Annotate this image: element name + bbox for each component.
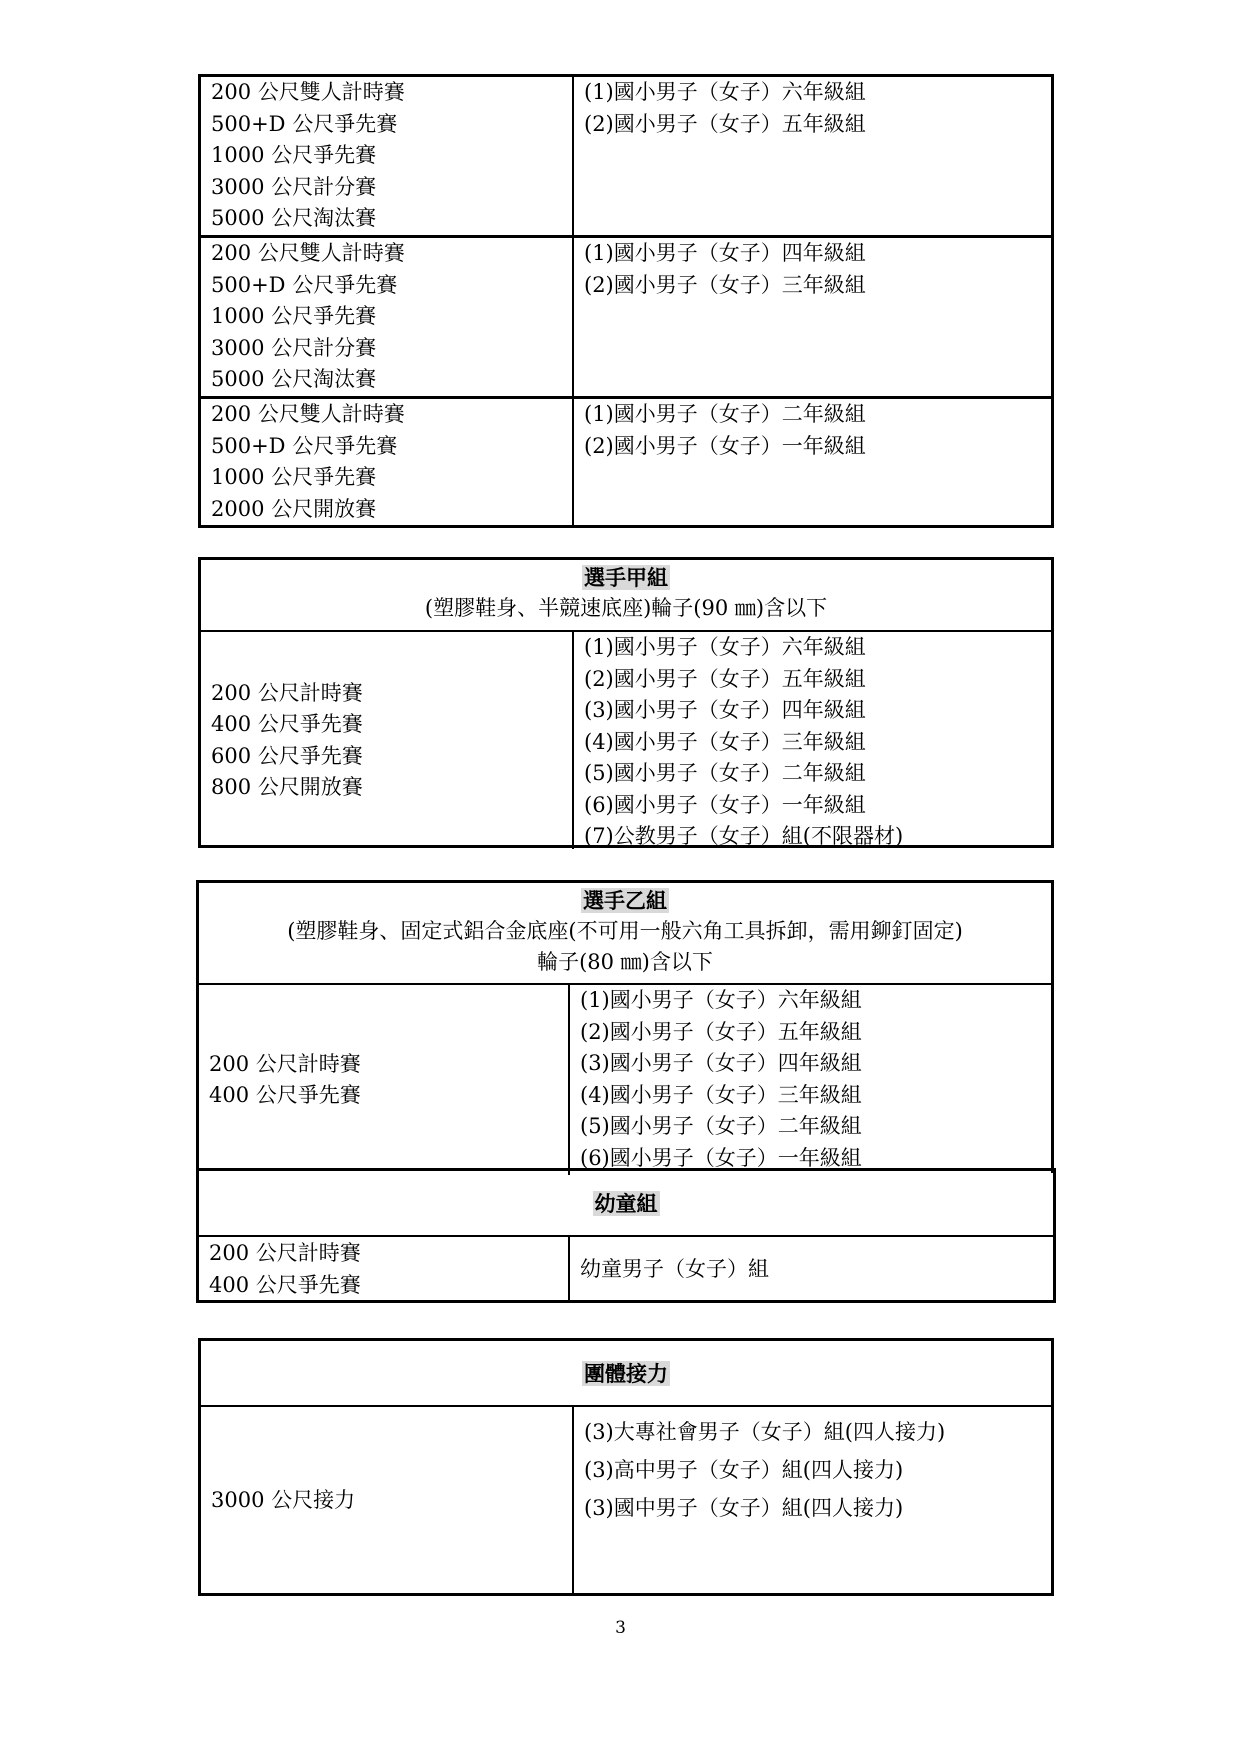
event-item: 500+D 公尺爭先賽 (211, 433, 398, 458)
event-item: 1000 公尺爭先賽 (211, 143, 377, 167)
events-cell (199, 1237, 570, 1302)
groups-cell (574, 238, 1051, 396)
group-item: (5)國小男子（女子）二年級組 (580, 1114, 862, 1138)
relay-table (198, 1338, 1054, 1596)
table-header (201, 560, 1051, 632)
event-item: 1000 公尺爭先賽 (211, 465, 377, 489)
groups-cell (570, 985, 1051, 1175)
event-item: 3000 公尺計分賽 (211, 335, 377, 360)
group-item: (1)國小男子（女子）六年級組 (584, 80, 866, 104)
groups-cell (574, 632, 1051, 849)
division-title: 幼童組 (594, 1190, 658, 1216)
kids-table (196, 1168, 1056, 1303)
division-subtitle: 輪子(80 ㎜)含以下 (537, 950, 713, 974)
event-item: 200 公尺雙人計時賽 (211, 402, 405, 426)
event-item: 200 公尺計時賽 (209, 1241, 361, 1265)
page-number: 3 (615, 1618, 626, 1638)
events-table-primary (198, 74, 1054, 528)
events-cell (201, 77, 574, 235)
group-item: (1)國小男子（女子）四年級組 (584, 241, 866, 265)
groups-cell (574, 1407, 1051, 1595)
table-row (199, 1237, 1053, 1302)
table-header (199, 1171, 1053, 1237)
events-cell (201, 1407, 574, 1595)
group-item: 幼童男子（女子）組 (580, 1256, 769, 1281)
table-row (201, 399, 1051, 525)
group-item: (3)高中男子（女子）組(四人接力) (584, 1458, 904, 1482)
group-item: (4)國小男子（女子）三年級組 (584, 729, 866, 754)
event-item: 600 公尺爭先賽 (211, 743, 363, 768)
event-item: 1000 公尺爭先賽 (211, 304, 377, 328)
group-item: (2)國小男子（女子）五年級組 (580, 1019, 862, 1044)
group-item: (1)國小男子（女子）六年級組 (580, 988, 862, 1012)
event-item: 3000 公尺接力 (211, 1488, 356, 1513)
table-header (199, 883, 1051, 985)
event-item: 200 公尺雙人計時賽 (211, 241, 405, 265)
event-item: 200 公尺計時賽 (209, 1051, 361, 1076)
division-title: 團體接力 (584, 1360, 668, 1386)
event-item: 3000 公尺計分賽 (211, 174, 377, 199)
group-item: (4)國小男子（女子）三年級組 (580, 1082, 862, 1107)
group-item: (2)國小男子（女子）五年級組 (584, 666, 866, 691)
event-item: 200 公尺雙人計時賽 (211, 80, 405, 104)
group-item: (5)國小男子（女子）二年級組 (584, 761, 866, 785)
division-subtitle: (塑膠鞋身、固定式鋁合金底座(不可用一般六角工具拆卸，需用鉚釘固定) (287, 919, 963, 943)
division-title: 選手甲組 (584, 565, 668, 590)
group-item: (1)國小男子（女子）二年級組 (584, 402, 866, 426)
table-row (201, 632, 1051, 849)
groups-cell (574, 77, 1051, 235)
division-b-table (196, 880, 1054, 1173)
event-item: 400 公尺爭先賽 (211, 712, 363, 736)
groups-cell (574, 399, 1051, 525)
event-item: 400 公尺爭先賽 (209, 1083, 361, 1107)
group-item: (6)國小男子（女子）一年級組 (580, 1145, 862, 1170)
group-item: (6)國小男子（女子）一年級組 (584, 792, 866, 817)
event-item: 500+D 公尺爭先賽 (211, 111, 398, 136)
event-item: 5000 公尺淘汰賽 (211, 367, 377, 391)
events-cell (201, 632, 574, 849)
group-item: (3)國小男子（女子）四年級組 (580, 1051, 862, 1075)
group-item: (2)國小男子（女子）一年級組 (584, 433, 866, 458)
events-cell (201, 238, 574, 396)
event-item: 800 公尺開放賽 (211, 775, 363, 799)
group-item: (1)國小男子（女子）六年級組 (584, 635, 866, 659)
table-row (199, 985, 1051, 1175)
table-row (201, 238, 1051, 399)
table-header (201, 1341, 1051, 1407)
events-cell (201, 399, 574, 525)
group-item: (3)大專社會男子（女子）組(四人接力) (584, 1420, 946, 1444)
group-item: (3)國中男子（女子）組(四人接力) (584, 1496, 904, 1520)
table-row (201, 1407, 1051, 1595)
group-item: (2)國小男子（女子）五年級組 (584, 111, 866, 136)
division-a-table (198, 557, 1054, 848)
event-item: 400 公尺爭先賽 (209, 1272, 361, 1297)
group-item: (2)國小男子（女子）三年級組 (584, 272, 866, 297)
division-title: 選手乙組 (583, 888, 667, 913)
group-item: (7)公教男子（女子）組(不限器材) (584, 824, 904, 848)
event-item: 500+D 公尺爭先賽 (211, 272, 398, 297)
event-item: 200 公尺計時賽 (211, 680, 363, 705)
division-subtitle: (塑膠鞋身、半競速底座)輪子(90 ㎜)含以下 (424, 596, 828, 620)
table-row (201, 77, 1051, 238)
event-item: 2000 公尺開放賽 (211, 496, 377, 521)
group-item: (3)國小男子（女子）四年級組 (584, 698, 866, 722)
events-cell (199, 985, 570, 1175)
event-item: 5000 公尺淘汰賽 (211, 206, 377, 230)
groups-cell (570, 1237, 1053, 1302)
